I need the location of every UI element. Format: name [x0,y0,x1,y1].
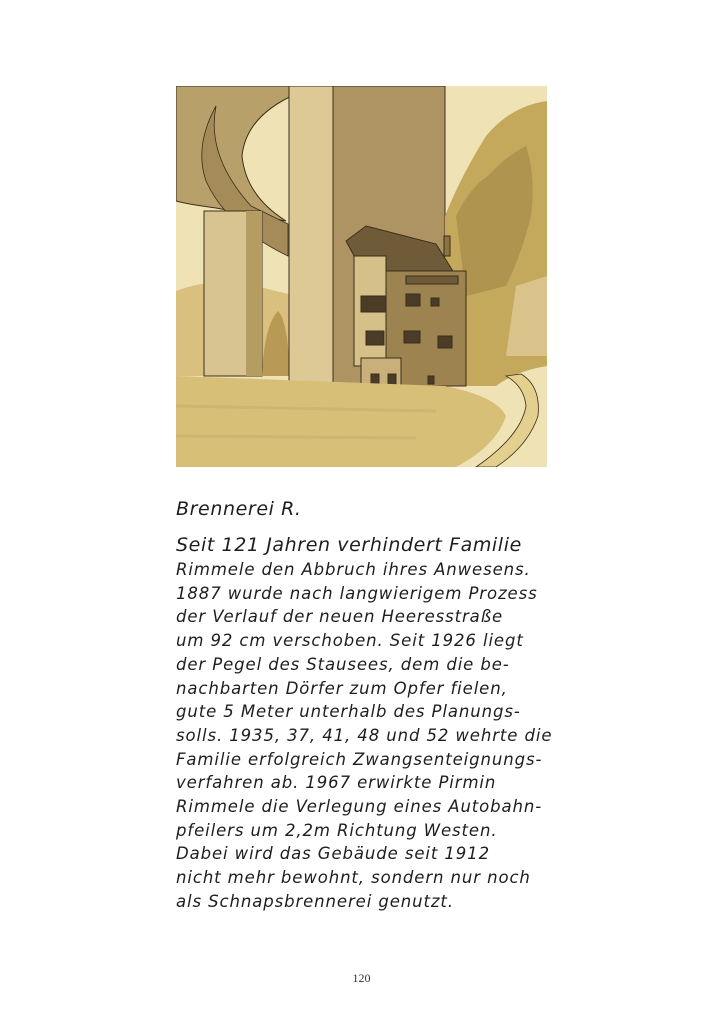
caption-line: pfeilers um 2,2m Richtung Westen. [176,820,498,840]
caption-line: der Pegel des Stausees, dem die be- [176,654,510,674]
caption-line: Familie erfolgreich Zwangsenteignungs- [176,749,543,769]
illustration-viaduct-house [176,86,547,467]
caption-line: der Verlauf der neuen Heeresstraße [176,607,504,627]
caption-line: 1887 wurde nach langwierigem Prozess [176,583,538,603]
caption-line: Rimmele die Verlegung eines Autobahn- [176,797,543,817]
page-number: 120 [352,971,371,985]
caption-line: um 92 cm verschoben. Seit 1926 liegt [176,631,524,651]
caption-line: verfahren ab. 1967 erwirkte Pirmin [176,773,497,793]
caption-line: Seit 121 Jahren verhindert Familie [176,534,522,556]
caption-line: als Schnapsbrennerei genutzt. [176,891,454,911]
caption-line: solls. 1935, 37, 41, 48 und 52 wehrte die [176,725,553,745]
watercolor-drawing [176,86,547,467]
caption-line: nicht mehr bewohnt, sondern nur noch [176,868,531,888]
caption-line: Dabei wird das Gebäude seit 1912 [176,844,490,864]
caption-line: gute 5 Meter unterhalb des Planungs- [176,702,521,722]
caption-title: Brennerei R. [176,498,302,520]
caption-line: nachbarten Dörfer zum Opfer fielen, [176,678,508,698]
house [346,226,466,388]
caption-line: Rimmele den Abbruch ihres Anwesens. [176,560,531,579]
handwritten-caption [176,496,566,914]
